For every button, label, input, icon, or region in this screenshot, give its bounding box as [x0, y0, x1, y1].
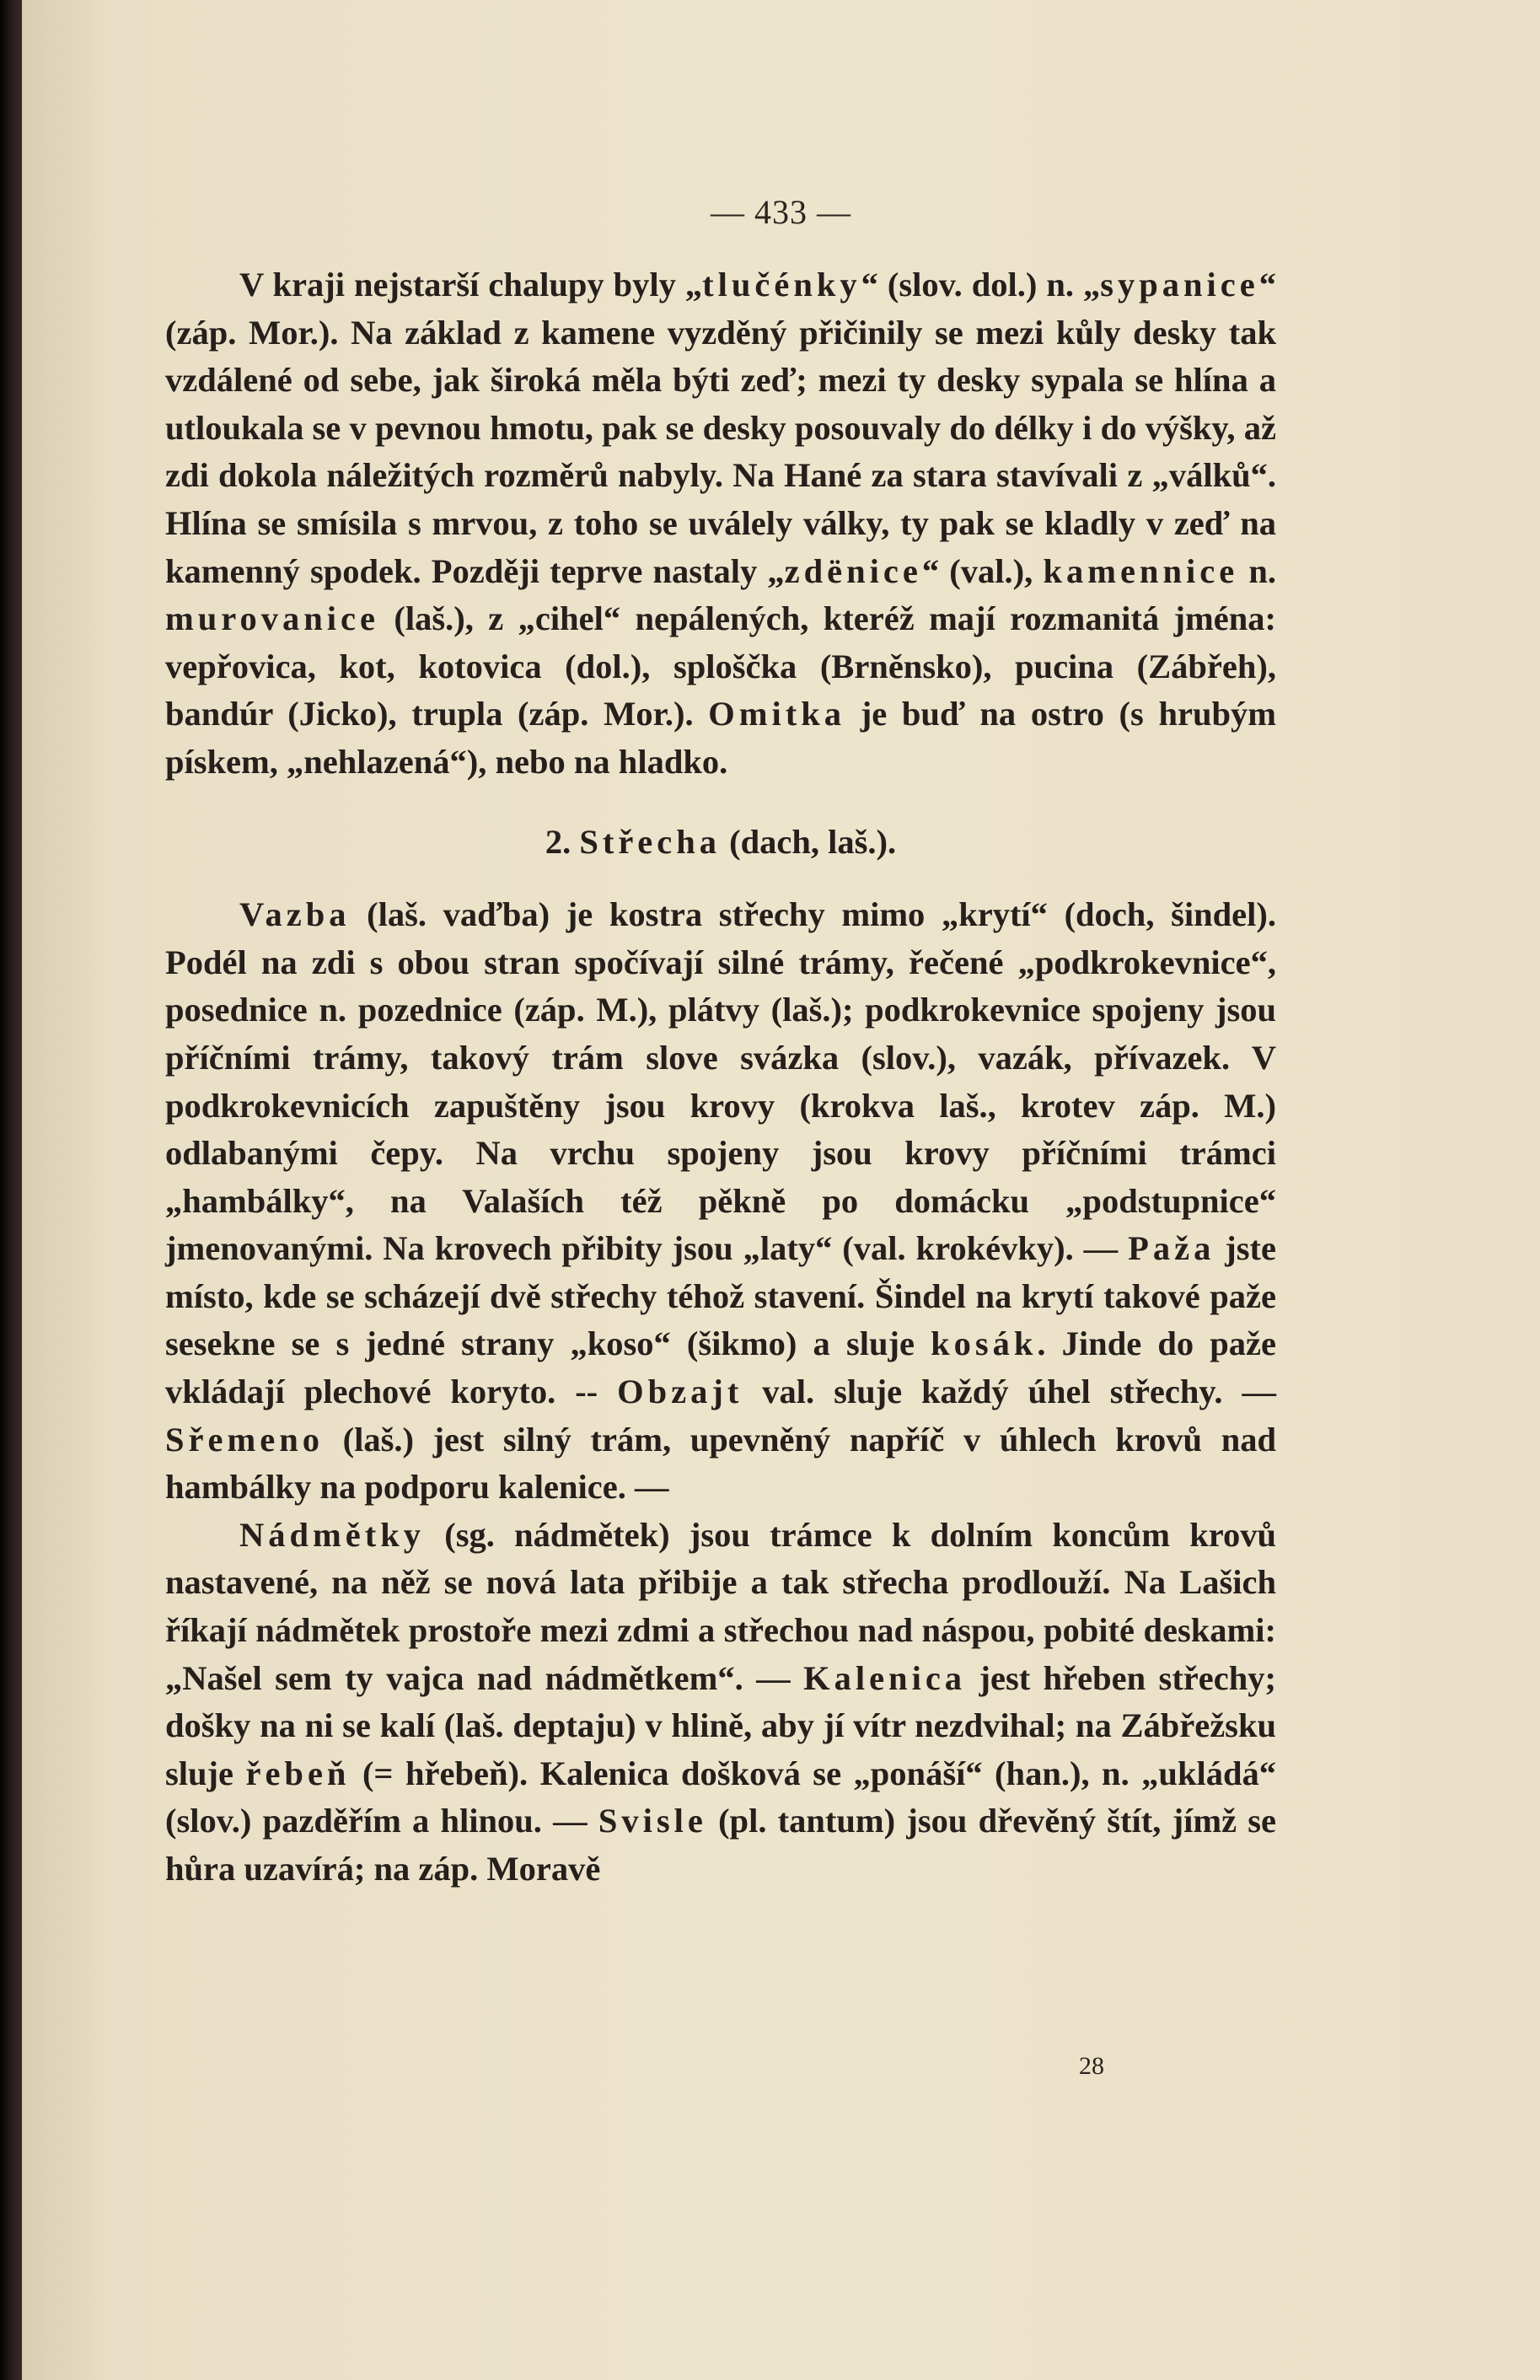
text-run: (= hřebeň). Kalenica došková se „ponáší“ (han.), n. „ukládá“ (slov.) pazděřím a hlinou. —: [165, 1754, 1277, 1840]
text-run: jest hřeben střechy; došky na ni se kalí (laš. deptaju) v hlině, aby jí vítr nezdvihal; na Zábřežsku sluje: [165, 1658, 1276, 1792]
section-heading: [165, 819, 1276, 867]
text-run: . Jinde do paže vkládají plechové koryto. --: [165, 1324, 1276, 1411]
text-run: je buď na ostro (s hrubým pískem, „nehlazená“), nebo na hladko.: [165, 695, 1276, 781]
text-run: “ (val.),: [921, 551, 1044, 590]
text-run: (laš. vaďba) je kostra střechy mimo „krytí“ (doch, šindel). Podél na zdi s obou stran spočívají silné trámy, řečené „podkrokevnice“, posednice n. pozednice (záp. M.), plátvy (laš.); podkrokevnice spojeny jsou příčními trámy, takový trám slove svázka (slov.), vazák, přívazek. V podkrokevnicích zapuštěny jsou krovy (krokva laš., krotev záp. M.) odlabanými čepy. Na vrchu spojeny jsou krovy příčními trámci „hambálky“, na Valaších též pěkně po domácku „podstupnice“ jmenovanými. Na krovech přibity jsou „laty“ (val. krokévky). —: [165, 895, 1276, 1268]
spaced-term: Nádmětky: [239, 1515, 425, 1554]
book-page: [22, 0, 1540, 2380]
spaced-term: Obzajt: [617, 1373, 743, 1411]
spaced-term: tlučénky: [702, 266, 861, 304]
paragraph-2: [165, 891, 1276, 1512]
section-number: 2.: [545, 822, 571, 861]
body-text: [165, 261, 1276, 1894]
spaced-term: Svisle: [598, 1802, 707, 1840]
scan-binding-edge: [0, 0, 22, 2380]
page-number: — 433 —: [711, 193, 851, 231]
spaced-term: sypanice: [1100, 266, 1259, 304]
text-run: (pl. tantum) jsou dřevěný štít, jímž se hůra uzavírá; na záp. Moravě: [165, 1802, 1276, 1888]
spaced-term: zdënice: [784, 551, 922, 590]
spaced-term: řebeň: [245, 1754, 351, 1792]
text-run: n.: [1238, 551, 1276, 590]
text-run: “ (slov. dol.) n. „: [861, 266, 1101, 304]
text-run: “ (záp. Mor.). Na základ z kamene vyzděný přičinily se mezi kůly desky tak vzdálené od sebe, jak široká měla býti zeď; mezi ty desky sypala se hlína a utloukala se v pevnou hmotu, pak se desky posouvaly do délky i do výšky, až zdi dokola náležitých rozměrů nabyly. Na Hané za stara stavívali z „válků“. Hlína se smísila s mrvou, z toho se uválely války, ty pak se kladly v zeď na kamenný spodek. Později teprve nastaly „: [165, 266, 1276, 590]
text-run: (laš.) jest silný trám, upevněný napříč v úhlech krovů nad hambálky na podporu kalenice. —: [165, 1420, 1276, 1507]
spaced-term: Sřemeno: [165, 1420, 324, 1459]
text-run: (laš.), z „cihel“ nepálených, kteréž mají rozmanitá jména: vepřovica, kot, kotovica (dol.), sploščka (Brněnsko), pucina (Zábřeh), bandúr (Jicko), trupla (záp. Mor.).: [165, 599, 1276, 733]
section-title-note: (dach, laš.).: [729, 822, 897, 861]
text-run: jste místo, kde se scházejí dvě střechy téhož stavení. Šindel na krytí takové paže sesekne se s jedné strany „koso“ (šikmo) a sluje: [165, 1229, 1276, 1363]
paragraph-3: [165, 1512, 1276, 1894]
spaced-term: Vazba: [239, 895, 351, 934]
text-run: (sg. nádmětek) jsou trámce k dolním koncům krovů nastavené, na něž se nová lata přibije a tak střecha prodlouží. Na Lašich říkají nádmětek prostoře mezi zdmi a střechou nad náspou, pobité deskami: „Našel sem ty vajca nad nádmětkem“. —: [165, 1515, 1276, 1697]
spaced-term: Paža: [1128, 1229, 1215, 1268]
text-run: V kraji nejstarší chalupy byly „: [239, 266, 703, 304]
signature-mark: 28: [1079, 2052, 1104, 2080]
spaced-term: kamennice: [1043, 551, 1239, 590]
paragraph-1: [165, 261, 1276, 787]
spaced-term: Kalenica: [803, 1658, 967, 1697]
spaced-term: Omitka: [708, 695, 846, 733]
section-title: Střecha: [579, 822, 722, 861]
spaced-term: murovanice: [165, 599, 379, 638]
text-run: val. sluje každý úhel střechy. —: [743, 1373, 1276, 1411]
spaced-term: kosák: [931, 1324, 1038, 1363]
